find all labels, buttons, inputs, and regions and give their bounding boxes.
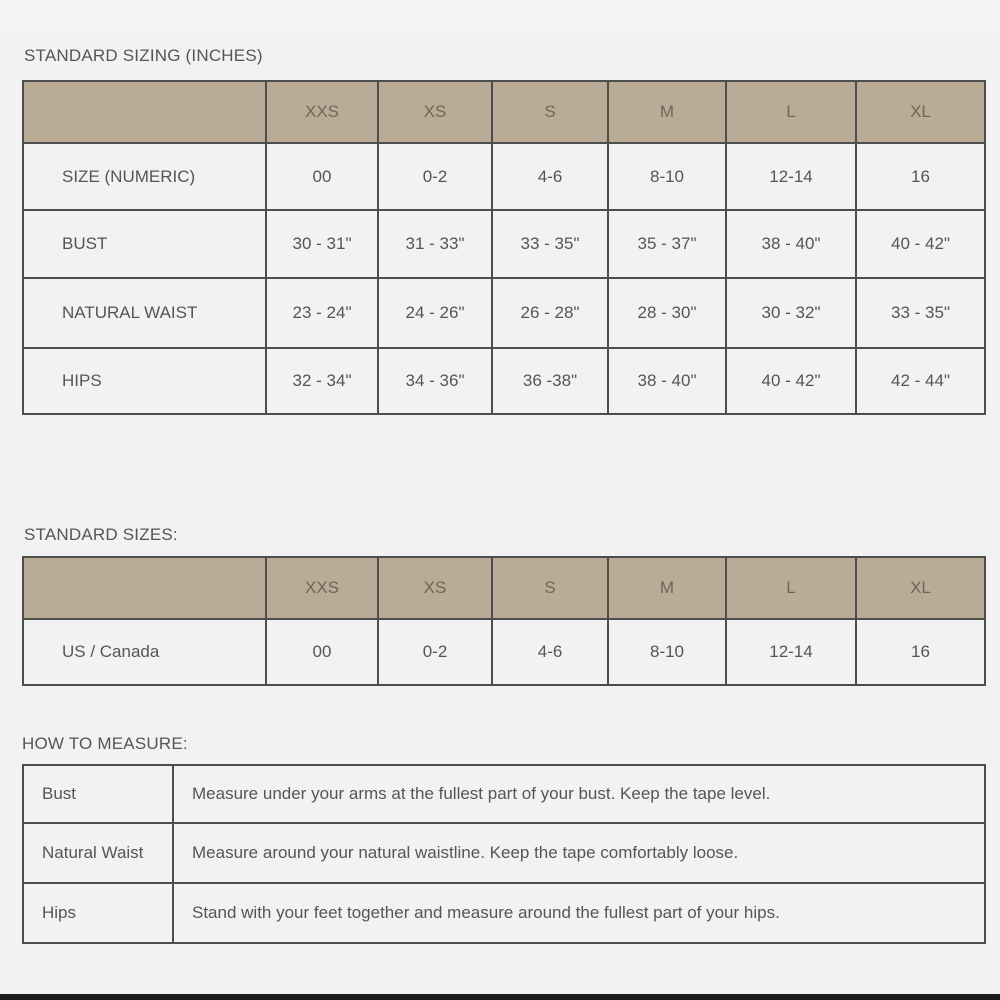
header-cell-xl: XL xyxy=(856,81,985,143)
table-cell: 0-2 xyxy=(378,619,492,685)
table-cell: 30 - 32" xyxy=(726,278,856,348)
table-cell: 38 - 40" xyxy=(608,348,726,414)
table-cell: 0-2 xyxy=(378,143,492,210)
measure-text: Measure under your arms at the fullest part of your bust. Keep the tape level. xyxy=(173,765,985,823)
table-cell: 30 - 31" xyxy=(266,210,378,278)
measure-label: Bust xyxy=(23,765,173,823)
row-label: HIPS xyxy=(23,348,266,414)
sizing-table xyxy=(22,80,986,415)
top-strip xyxy=(0,0,1000,30)
table-cell: 8-10 xyxy=(608,143,726,210)
table-cell: 33 - 35" xyxy=(856,278,985,348)
table-cell: 36 -38" xyxy=(492,348,608,414)
measure-title: HOW TO MEASURE: xyxy=(22,734,188,753)
row-label: NATURAL WAIST xyxy=(23,278,266,348)
sizing-title: STANDARD SIZING (INCHES) xyxy=(24,46,263,65)
sizes-title: STANDARD SIZES: xyxy=(24,525,178,544)
table-cell: 33 - 35" xyxy=(492,210,608,278)
measure-label: Natural Waist xyxy=(23,823,173,883)
table-row xyxy=(23,143,985,210)
sizes-table xyxy=(22,556,986,686)
header-cell-xxs: XXS xyxy=(266,557,378,619)
table-cell: 32 - 34" xyxy=(266,348,378,414)
measure-text: Stand with your feet together and measure around the fullest part of your hips. xyxy=(173,883,985,943)
table-cell: 40 - 42" xyxy=(726,348,856,414)
row-label: SIZE (NUMERIC) xyxy=(23,143,266,210)
table-cell: 8-10 xyxy=(608,619,726,685)
row-label: US / Canada xyxy=(23,619,266,685)
table-row xyxy=(23,883,985,943)
table-cell: 38 - 40" xyxy=(726,210,856,278)
measure-label: Hips xyxy=(23,883,173,943)
header-cell-xs: XS xyxy=(378,81,492,143)
table-cell: 4-6 xyxy=(492,143,608,210)
sizes-header-row xyxy=(23,557,985,619)
header-cell-xl: XL xyxy=(856,557,985,619)
header-cell-s: S xyxy=(492,81,608,143)
header-cell-blank xyxy=(23,81,266,143)
table-cell: 00 xyxy=(266,143,378,210)
header-cell-blank xyxy=(23,557,266,619)
table-cell: 42 - 44" xyxy=(856,348,985,414)
bottom-bar xyxy=(0,994,1000,1000)
header-cell-l: L xyxy=(726,81,856,143)
table-row xyxy=(23,765,985,823)
table-cell: 16 xyxy=(856,619,985,685)
header-cell-m: M xyxy=(608,557,726,619)
table-row xyxy=(23,210,985,278)
table-row xyxy=(23,278,985,348)
table-cell: 28 - 30" xyxy=(608,278,726,348)
table-cell: 40 - 42" xyxy=(856,210,985,278)
table-row xyxy=(23,348,985,414)
header-cell-s: S xyxy=(492,557,608,619)
table-cell: 34 - 36" xyxy=(378,348,492,414)
table-cell: 12-14 xyxy=(726,619,856,685)
table-row xyxy=(23,823,985,883)
table-cell: 26 - 28" xyxy=(492,278,608,348)
table-cell: 23 - 24" xyxy=(266,278,378,348)
sizing-header-row xyxy=(23,81,985,143)
table-cell: 12-14 xyxy=(726,143,856,210)
table-row xyxy=(23,619,985,685)
header-cell-l: L xyxy=(726,557,856,619)
measure-text: Measure around your natural waistline. Keep the tape comfortably loose. xyxy=(173,823,985,883)
row-label: BUST xyxy=(23,210,266,278)
table-cell: 16 xyxy=(856,143,985,210)
header-cell-xs: XS xyxy=(378,557,492,619)
measure-table xyxy=(22,764,986,944)
table-cell: 4-6 xyxy=(492,619,608,685)
table-cell: 24 - 26" xyxy=(378,278,492,348)
header-cell-m: M xyxy=(608,81,726,143)
table-cell: 31 - 33" xyxy=(378,210,492,278)
header-cell-xxs: XXS xyxy=(266,81,378,143)
table-cell: 00 xyxy=(266,619,378,685)
table-cell: 35 - 37" xyxy=(608,210,726,278)
